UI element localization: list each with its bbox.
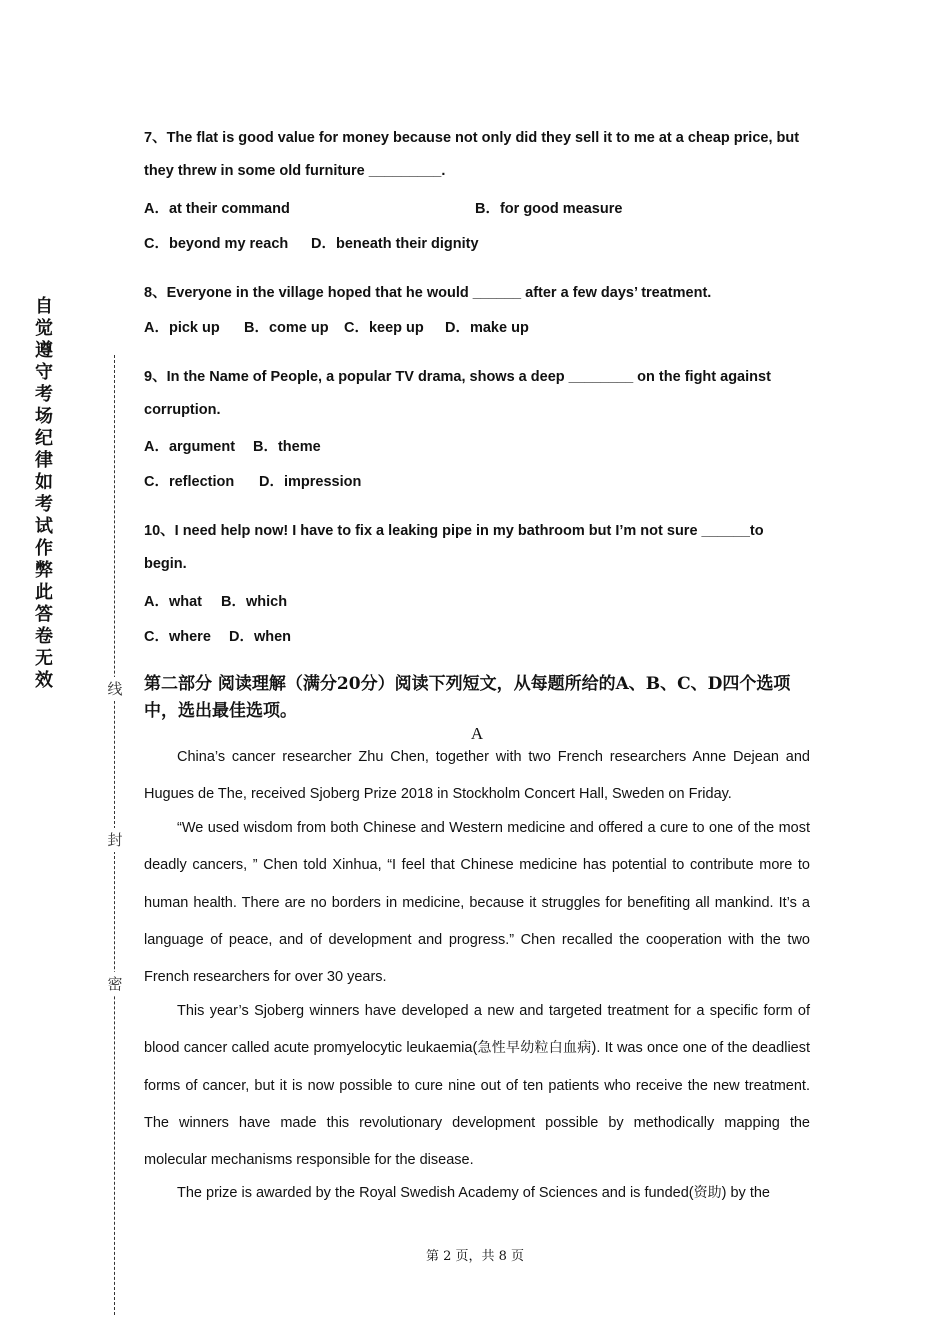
paragraph-text: ) by the [721, 1185, 770, 1201]
option-b: B．come up [244, 320, 329, 336]
question-number: 8、 [144, 285, 167, 301]
paragraph-text: This year’s Sjoberg winners have developed a new and targeted treatment for a specific form of blood cancer called acute promyelocytic leukaemia( [144, 1003, 810, 1057]
passage-paragraph-1: China’s cancer researcher Zhu Chen, together with two French researchers Anne Dejean and Hugues de The, received Sjoberg Prize 2018 in Stockholm Concert Hall, Sweden on Friday. [144, 749, 810, 803]
question-number: 7、 [144, 130, 167, 146]
option-b: B．which [221, 594, 288, 610]
option-a: A．at their command [144, 201, 290, 217]
passage-letter: A [470, 724, 484, 743]
page-number-footer: 第 2 页，共 8 页 [425, 1249, 525, 1264]
option-b: B．theme [253, 439, 321, 455]
option-a: A．argument [144, 439, 236, 455]
question-10-line2: begin. [144, 556, 187, 572]
passage-paragraph-4 [144, 1175, 810, 1212]
option-c: C．beyond my reach [144, 236, 289, 252]
question-7-line2: they threw in some old furniture _________. [144, 163, 446, 179]
question-number: 10、 [144, 523, 175, 539]
passage-paragraph-3 [144, 993, 810, 1179]
option-c: C．where [144, 629, 211, 645]
chinese-gloss: 急性早幼粒白血病 [477, 1040, 592, 1057]
question-text: Everyone in the village hoped that he would ______ after a few days’ treatment. [166, 285, 712, 301]
seal-seal-label: 封 [104, 828, 126, 852]
paragraph-text: ). It was once one of the deadliest forms of cancer, but it is now possible to cure nine out of ten patients who receive the new treatment. The winners have made this revolutionary development possible by methodically mapping the molecular mechanisms responsible for the disease. [144, 1040, 811, 1169]
option-d: D．impression [259, 474, 362, 490]
question-text: In the Name of People, a popular TV drama, shows a deep ________ on the fight against [166, 369, 771, 385]
question-number: 9、 [144, 369, 167, 385]
option-c: C．keep up [344, 320, 424, 336]
passage-paragraph-2: “We used wisdom from both Chinese and Western medicine and offered a cure to one of the most deadly cancers, ” Chen told Xinhua, “I feel that Chinese medicine has potential to contribute more to human health. There are no borders in medicine, because it struggles for benefiting all mankind. It’s a language of peace, and of development and progress.” Chen recalled the cooperation with the two French researchers for over 30 years. [144, 820, 810, 986]
seal-line-label: 线 [104, 677, 126, 701]
option-a: A．pick up [144, 320, 220, 336]
option-d: D．beneath their dignity [311, 236, 479, 252]
question-7-line1 [144, 126, 799, 147]
exam-discipline-notice: 自觉遵守考场纪律如考试作弊此答卷无效 [35, 296, 53, 691]
question-8-line1 [144, 281, 711, 302]
question-9-line2: corruption. [144, 402, 221, 418]
question-9-line1 [144, 365, 771, 386]
question-text: The flat is good value for money because not only did they sell it to me at a cheap price, but [166, 130, 800, 146]
question-10-line1 [144, 519, 764, 540]
seal-secret-label: 密 [104, 972, 126, 996]
option-d: D．make up [445, 320, 529, 336]
section-heading: 第二部分 阅读理解（满分20分）阅读下列短文，从每题所给的A、B、C、D四个选项中，选出最佳选项。 [144, 674, 791, 721]
option-a: A．what [144, 594, 202, 610]
chinese-gloss: 资助 [693, 1185, 722, 1201]
paragraph-text: The prize is awarded by the Royal Swedish Academy of Sciences and is funded( [177, 1185, 694, 1201]
question-text: I need help now! I have to fix a leaking pipe in my bathroom but I’m not sure ______to [174, 523, 764, 539]
option-c: C．reflection [144, 474, 235, 490]
option-b: B．for good measure [475, 201, 623, 217]
option-d: D．when [229, 629, 292, 645]
